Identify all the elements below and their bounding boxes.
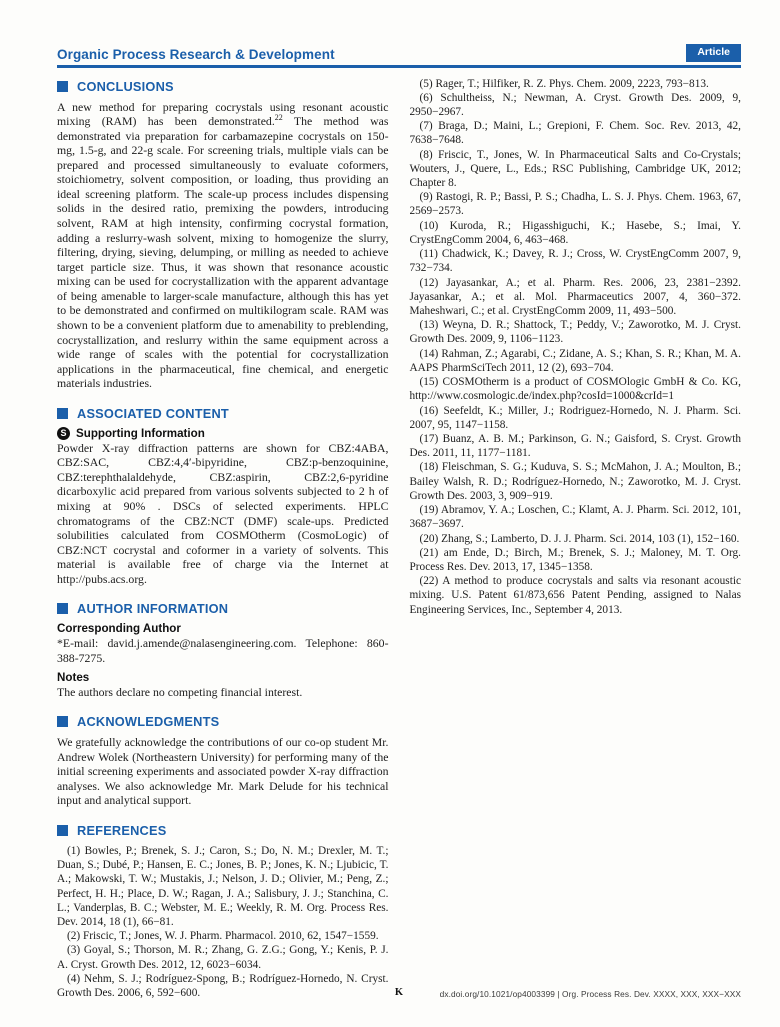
section-bullet-icon	[57, 408, 68, 419]
page-footer	[57, 987, 741, 1001]
section-heading-conclusions	[57, 79, 389, 94]
page-number: K	[394, 987, 404, 998]
reference-item: (20) Zhang, S.; Lamberto, D. J. J. Pharm. Sci. 2014, 103 (1), 152−160.	[419, 532, 740, 545]
section-heading-label: AUTHOR INFORMATION	[77, 601, 229, 617]
reference-item: (11) Chadwick, K.; Davey, R. J.; Cross, W. CrystEngComm 2007, 9, 732−734.	[409, 248, 741, 275]
supporting-information-paragraph: Powder X-ray diffraction patterns are shown for CBZ:4ABA, CBZ:SAC, CBZ:4,4′-bipyridine, CBZ:p-benzoquinine, CBZ:terephthalaldehyde, CBZ:aspirin, CBZ:2,6-pyridine dicarboxylic acid prepared from various solvents subjected to 2 h of mixing at 90% . DSCs of selected experiments. HPLC chromatograms of the CBZ:NCT (DMF) scale-ups. Predicted solubilities calculated from COSMOtherm (CosmoLogic) of CBZ:NCT cocrystal and coformer in a variety of solvents. This material is available free of charge via the Internet at http://pubs.acs.org.	[57, 440, 389, 586]
section-heading-label: CONCLUSIONS	[77, 78, 174, 94]
reference-item: (6) Schultheiss, N.; Newman, A. Cryst. Growth Des. 2009, 9, 2950−2967.	[409, 91, 741, 118]
citation-superscript: 22	[274, 113, 283, 123]
section-bullet-icon	[57, 716, 68, 727]
reference-item: (4) Nehm, S. J.; Rodríguez-Spong, B.; Rodríguez-Hornedo, N. Cryst. Growth Des. 2006, 6, 592−600.	[57, 972, 389, 1000]
reference-item: (22) A method to produce cocrystals and salts via resonant acoustic mixing. U.S. Patent 61/873,656 Patent Pending, assigned to Nalas Engineering Services, Inc., September 4, 2013.	[409, 575, 741, 616]
reference-item: (14) Rahman, Z.; Agarabi, C.; Zidane, A. S.; Khan, S. R.; Khan, M. A. AAPS PharmSciTech 2011, 12 (2), 693−704.	[409, 347, 741, 374]
section-bullet-icon	[57, 825, 68, 836]
left-column	[57, 77, 389, 1001]
notes-text: The authors declare no competing financial interest.	[57, 684, 303, 699]
supporting-info-circle-s-icon: S	[57, 427, 70, 440]
section-heading-label: REFERENCES	[77, 822, 167, 838]
section-heading-label: ASSOCIATED CONTENT	[77, 405, 229, 421]
subhead-label: Supporting Information	[76, 426, 205, 440]
section-heading-references	[57, 823, 389, 838]
reference-item: (15) COSMOtherm is a product of COSMOlogic GmbH & Co. KG, http://www.cosmologic.de/index.php?cosId=1000&crId=1	[409, 376, 741, 403]
doi-citation-line: dx.doi.org/10.1021/op4003399 | Org. Process Res. Dev. XXXX, XXX, XXX−XXX	[439, 989, 741, 999]
corresponding-author-subhead: Corresponding Author	[57, 622, 181, 636]
journal-title: Organic Process Research & Development	[57, 46, 335, 62]
reference-item: (13) Weyna, D. R.; Shattock, T.; Peddy, V.; Zaworotko, M. J. Cryst. Growth Des. 2009, 9, 1106−1123.	[409, 319, 741, 346]
section-bullet-icon	[57, 603, 68, 614]
reference-item: (9) Rastogi, R. P.; Bassi, P. S.; Chadha, L. S. J. Phys. Chem. 1963, 67, 2569−2573.	[409, 191, 741, 218]
two-column-body	[57, 77, 741, 1001]
paragraph-text: A new method for preparing cocrystals using resonant acoustic mixing (RAM) has been demonstrated.	[57, 99, 389, 129]
acknowledgments-paragraph: We gratefully acknowledge the contributions of our co-op student Mr. Andrew Wolek (Northeastern University) for performing many of the initial screening experiments and associated powder X-ray diffraction analyses. We also acknowledge Mr. Mark Delude for his technical input and analytical support.	[57, 735, 389, 808]
reference-item: (17) Buanz, A. B. M.; Parkinson, G. N.; Gaisford, S. Cryst. Growth Des. 2011, 11, 1177−1181.	[409, 432, 741, 460]
reference-item: (12) Jayasankar, A.; et al. Pharm. Res. 2006, 23, 2381−2392. Jayasankar, A.; et al. Mol. Pharmaceutics 2007, 4, 360−372. Maheshwari, C.; et al. CrystEngComm 2009, 11, 493−500.	[409, 276, 741, 317]
notes-subhead: Notes	[57, 670, 90, 684]
reference-item: (18) Fleischman, S. G.; Kuduva, S. S.; McMahon, J. A.; Moulton, B.; Bailey Walsh, R. D.; Rodríguez-Hornedo, N.; Zaworotko, M. J. Cryst. Growth Des. 2003, 3, 909−919.	[409, 461, 741, 502]
reference-item: (19) Abramov, Y. A.; Loschen, C.; Klamt, A. J. Pharm. Sci. 2012, 101, 3687−3697.	[409, 504, 741, 531]
reference-item: (1) Bowles, P.; Brenek, S. J.; Caron, S.; Do, N. M.; Drexler, M. T.; Duan, S.; Dubé, P.; Hansen, E. C.; Jones, B. P.; Jones, K. N.; Ljubicic, T. A.; Makowski, T. W.; Mustakis, J.; Nelson, J. D.; Olivier, M.; Peng, Z.; Perfect, H. H.; Place, D. W.; Ragan, J. A.; Salisbury, J. J.; Stanchina, C. L.; Vanderplas, B. C.; Webster, M. E.; Weekly, R. M. Org. Process Res. Dev. 2014, 18 (1), 66−81.	[57, 844, 389, 928]
reference-item: (8) Friscic, T., Jones, W. In Pharmaceutical Salts and Co-Crystals; Wouters, J., Quere, L., Eds.; RSC Publishing, Cambridge UK, 2012; Chapter 8.	[409, 148, 741, 190]
right-column	[410, 77, 742, 1001]
reference-item: (16) Seefeldt, K.; Miller, J.; Rodriguez-Hornedo, N. J. Pharm. Sci. 2007, 95, 1147−1158.	[409, 404, 741, 431]
page-header	[57, 44, 741, 68]
reference-item: (21) am Ende, D.; Birch, M.; Brenek, S. J.; Maloney, M. T. Org. Process Res. Dev. 2013, 17, 1345−1358.	[409, 546, 741, 573]
reference-item: (7) Braga, D.; Maini, L.; Grepioni, F. Chem. Soc. Rev. 2013, 42, 7638−7648.	[409, 120, 741, 147]
reference-item: (10) Kuroda, R.; Higasshiguchi, K.; Hasebe, S.; Imai, Y. CrystEngComm 2004, 6, 463−468.	[409, 219, 741, 246]
supporting-information-subhead	[57, 427, 389, 440]
section-heading-label: ACKNOWLEDGMENTS	[77, 714, 220, 730]
reference-item: (3) Goyal, S.; Thorson, M. R.; Zhang, G. Z.G.; Gong, Y.; Kenis, P. J. A. Cryst. Growth Des. 2012, 12, 6023−6034.	[57, 944, 389, 971]
section-heading-author-information	[57, 601, 389, 616]
section-heading-acknowledgments	[57, 714, 389, 729]
conclusions-paragraph	[57, 100, 389, 391]
section-bullet-icon	[57, 81, 68, 92]
corresponding-author-text: *E-mail: david.j.amende@nalasengineering.com. Telephone: 860-388-7275.	[57, 636, 389, 665]
article-type-badge: Article	[686, 44, 741, 62]
reference-item: (5) Rager, T.; Hilfiker, R. Z. Phys. Chem. 2009, 2223, 793−813.	[419, 77, 709, 90]
reference-item: (2) Friscic, T.; Jones, W. J. Pharm. Pharmacol. 2010, 62, 1547−1559.	[67, 930, 379, 943]
paragraph-text: The method was demonstrated via preparation for carbamazepine cocrystals on 150-mg, 1.5-g, and 22-g scale. For screening trials, multiple vials can be prepared and processed simultaneously to evaluate coformers, stoichiometry, solvent composition, or loading, thus providing an ideal screening platform. The scale-up process includes dispensing solids in the desired ratio, premixing the powders, introducing solvent, RAM at high intensity, confirming cocrystal formation, adding a reslurry-wash solvent, mixing to homogenize the slurry, filtering, drying, sieving, delumping, or milling as needed to achieve target particle size. Thus, it was shown that resonance acoustic mixing can be used for cocrystallization with the apparent advantage of being amenable to larger-scale manufacture, although this has yet to be demonstrated and confirmed on multikilogram scale. RAM was shown to be a convenient platform due to amenability to preblending, cocrystallization, and reslurry within the same equipment across a wide range of scales with the potential for cocrystallization applications in the pharmaceutical, fine chemical, and energetic materials industries.	[57, 114, 389, 391]
section-heading-associated-content	[57, 406, 389, 421]
